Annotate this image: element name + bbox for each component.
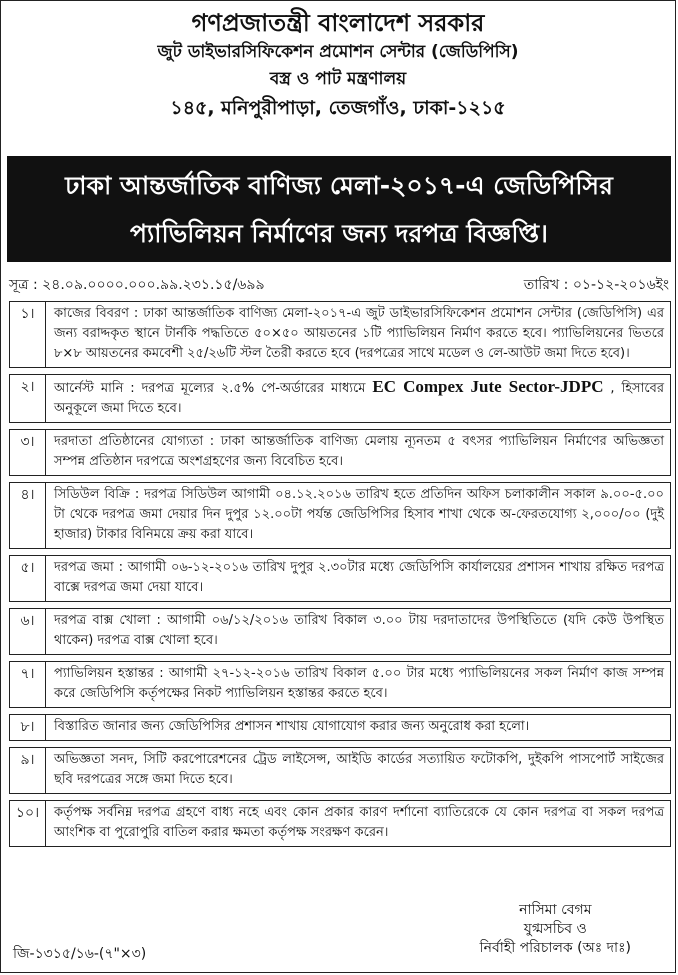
term-item-8	[9, 714, 671, 741]
term-item-2	[9, 374, 671, 423]
term-item-10	[9, 800, 671, 847]
term-item-3	[9, 429, 671, 476]
government-title: গণপ্রজাতন্ত্রী বাংলাদেশ সরকার	[191, 9, 485, 37]
term-number: ৬।	[10, 609, 46, 654]
organization-name: জুট ডাইভারসিফিকেশন প্রমোশন সেন্টার (জেডিপিসি)	[157, 42, 519, 62]
notice-title-line-2: প্যাভিলিয়ন নির্মাণের জন্য দরপত্র বিজ্ঞপ্তি।	[129, 219, 548, 248]
terms-list	[9, 301, 671, 853]
notice-title-line-1: ঢাকা আন্তর্জাতিক বাণিজ্য মেলা-২০১৭-এ জেডিপিসির	[65, 171, 613, 200]
term-number: ৯।	[10, 748, 46, 793]
term-number: ১০।	[10, 801, 46, 846]
term-item-5	[9, 555, 671, 602]
signatory-title-1: যুগ্মসচিব ও	[523, 921, 587, 937]
signatory-name: নাসিমা বেগম	[519, 902, 592, 918]
reference-row	[9, 273, 669, 295]
term-text: দরপত্র জমা : আগামী ০৬-১২-২০১৬ তারিখ দুপুর ২.৩০টার মধ্যে জেডিপিসি কার্যালয়ের প্রশাসন শাখায় রক্ষিত দরপত্র বাক্সে দরপত্র জমা দেয়া যাবে।	[54, 560, 664, 595]
term-text	[46, 375, 670, 422]
term-text: অভিজ্ঞতা সনদ, সিটি করপোরেশনের ট্রেড লাইসেন্স, আইডি কার্ডের সত্যায়িত ফটোকপি, দুইকপি পাসপোর্ট সাইজের ছবি দরপত্রের সঙ্গে জমা দিতে হবে।	[54, 752, 664, 787]
term-item-4	[9, 482, 671, 549]
term-item-1	[9, 301, 671, 368]
term-item-7	[9, 661, 671, 708]
term-number: ৩।	[10, 430, 46, 475]
term-number: ২।	[10, 375, 46, 422]
ministry-name: বস্ত্র ও পাট মন্ত্রণালয়	[269, 69, 407, 89]
publication-code: জি-১৩১৫/১৬-(৭"×৩)	[13, 946, 147, 962]
term-number: ৮।	[10, 715, 46, 740]
reference-number: সূত্র : ২৪.০৯.০০০০.০০০.৯৯.২৩১.১৫/৬৯৯	[9, 277, 265, 293]
term-item-6	[9, 608, 671, 655]
term-number: ১।	[10, 302, 46, 367]
account-name: EC Compex Jute Sector-JDPC	[372, 377, 604, 396]
term-text: কাজের বিবরণ : ঢাকা আন্তর্জাতিক বাণিজ্য মেলা-২০১৭-এ জুট ডাইভারসিফিকেশন প্রমোশন সেন্টার (জেডিপিসি) এর জন্য বরাদ্দকৃত স্থানে টার্নকি পদ্ধতিতে ৫০×৫০ আয়তনের ১টি প্যাভিলিয়ন নির্মাণ করতে হবে। প্যাভিলিয়নের ভিতরে ৮×৮ আয়তনের কমবেশী ২৫/২৬টি স্টল তৈরী করতে হবে (দরপত্রের সাথে মডেল ও লে-আউট জমা দিতে হবে)।	[54, 306, 664, 361]
term-text: সিডিউল বিক্রি : দরপত্র সিডিউল আগামী ০৪.১২.২০১৬ তারিখ হতে প্রতিদিন অফিস চলাকালীন সকাল ৯.০০-৫.০০ টা থেকে দরপত্র জমা দেয়ার দিন দুপুর ১২.০০টা পর্যন্ত জেডিপিসির হিসাব শাখা থেকে অ-ফেরতযোগ্য ২,০০০/০০ (দুই হাজার) টাকার বিনিময়ে ক্রয় করা যাবে।	[54, 487, 664, 542]
notice-date: তারিখ : ০১-১২-২০১৬ইং	[523, 277, 669, 293]
signatory-title-2: নির্বাহী পরিচালক (অঃ দাঃ)	[479, 940, 631, 956]
term-text-part: আর্নেস্ট মানি : দরপত্র মূল্যের ২.৫% পে-অর্ডারের মাধ্যমে	[54, 381, 373, 396]
signature-block	[480, 901, 631, 958]
notice-header	[1, 1, 675, 123]
term-number: ৫।	[10, 556, 46, 601]
office-address: ১৪৫, মনিপুরীপাড়া, তেজগাঁও, ঢাকা-১২১৫	[170, 97, 506, 119]
term-text: বিস্তারিত জানার জন্য জেডিপিসির প্রশাসন শাখায় যোগাযোগ করার জন্য অনুরোধ করা হলো।	[54, 719, 530, 734]
term-text: দরদাতা প্রতিষ্ঠানের যোগ্যতা : ঢাকা আন্তর্জাতিক বাণিজ্য মেলায় ন্যূনতম ৫ বৎসর প্যাভিলিয়ন নির্মাণের অভিজ্ঞতা সম্পন্ন প্রতিষ্ঠান দরপত্রে অংশগ্রহণের জন্য বিবেচিত হবে।	[54, 434, 664, 469]
term-item-9	[9, 747, 671, 794]
term-text: দরপত্র বাক্স খোলা : আগামী ০৬/১২/২০১৬ তারিখ বিকাল ৩.০০ টায় দরদাতাদের উপস্থিতিতে (যদি কেউ উপস্থিত থাকেন) দরপত্র বাক্স খোলা হবে।	[54, 613, 664, 648]
term-text-part: , হিসাবের অনুকূলে জমা দিতে হবে।	[54, 381, 664, 416]
term-text: প্যাভিলিয়ন হস্তান্তর : আগামী ২৭-১২-২০১৬ তারিখ বিকাল ৫.০০ টার মধ্যে প্যাভিলিয়নের সকল নির্মাণ কাজ সম্পন্ন করে জেডিপিসি কর্তৃপক্ষের নিকট প্যাভিলিয়ন হস্তান্তর করতে হবে।	[54, 666, 664, 701]
term-text: কর্তৃপক্ষ সর্বনিম্ন দরপত্র গ্রহণে বাধ্য নহে এবং কোন প্রকার কারণ দর্শানো ব্যাতিরেকে যে কোন দরপত্র বা সকল দরপত্র আংশিক বা পুরোপুরি বাতিল করার ক্ষমতা কর্তৃপক্ষ সংরক্ষণ করেন।	[54, 805, 664, 840]
term-number: ৪।	[10, 483, 46, 548]
notice-title-banner	[7, 156, 671, 262]
term-number: ৭।	[10, 662, 46, 707]
